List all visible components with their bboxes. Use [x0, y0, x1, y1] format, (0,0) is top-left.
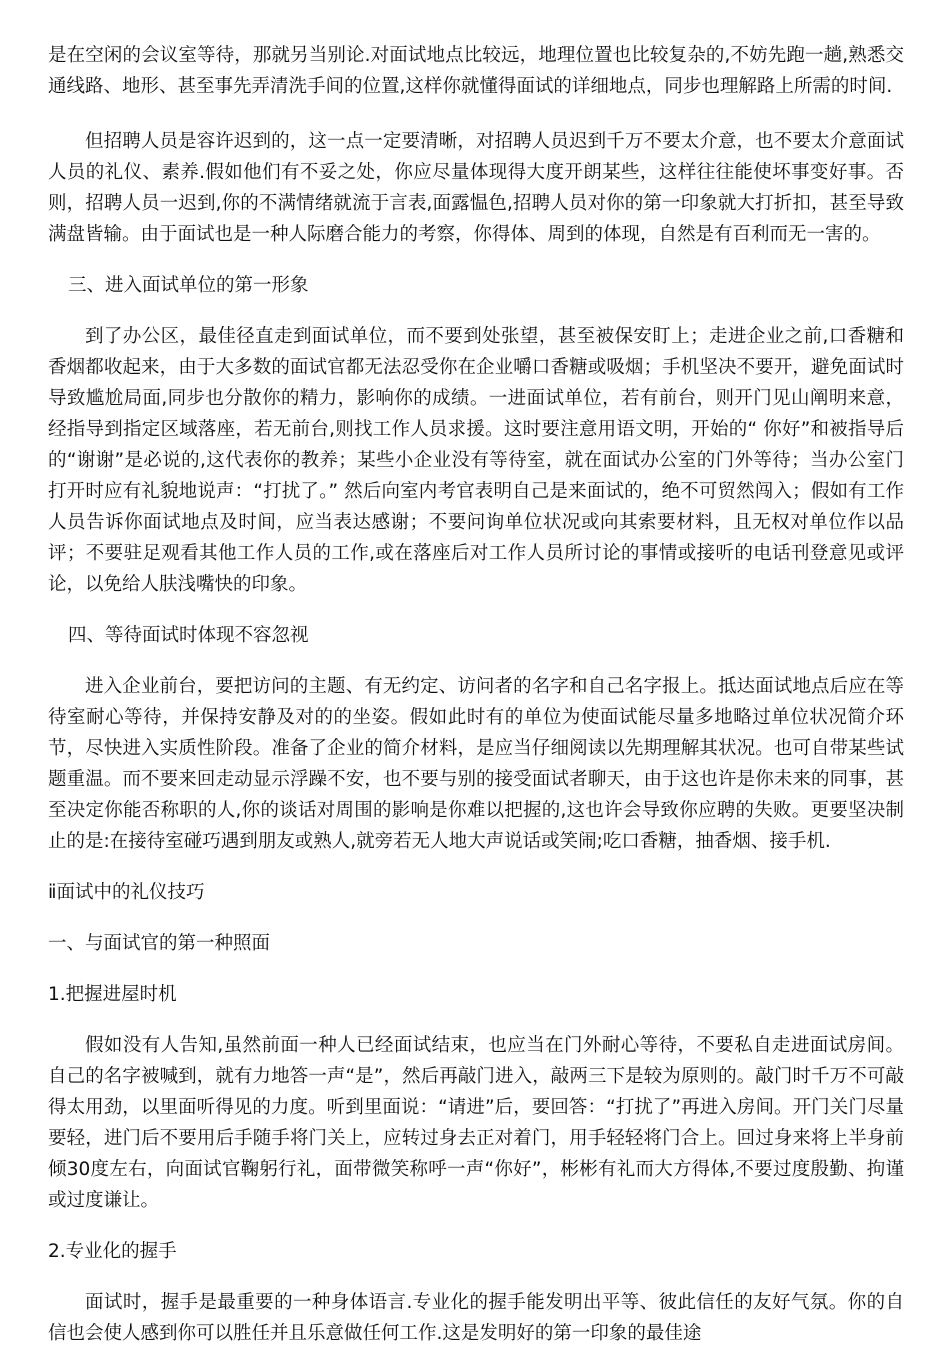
heading-handshake: 2.专业化的握手 [48, 1241, 177, 1262]
paragraph-handshake: 面试时，握手是最重要的一种身体语言.专业化的握手能发明出平等、彼此信任的友好气氛。你的自信也会使人感到你可以胜任并且乐意做任何工作.这是发明好的第一印象的最佳途 [48, 1292, 904, 1344]
heading-first-impression: 三、进入面试单位的第一形象 [68, 275, 309, 296]
heading-waiting-behavior: 四、等待面试时体现不容忽视 [68, 625, 309, 646]
heading-interview-etiquette: ⅱ面试中的礼仪技巧 [48, 882, 205, 903]
paragraph-waiting-room: 进入企业前台，要把访问的主题、有无约定、访问者的名字和自己名字报上。抵达面试地点后应在等待室耐心等待，并保持安静及对的的坐姿。假如此时有的单位为使面试能尽量多地略过单位状况简介环节，尽快进入实质性阶段。准备了企业的简介材料，是应当仔细阅读以先期理解其状况。也可自带某些试题重温。而不要来回走动显示浮躁不安，也不要与别的接受面试者聊天，由于这也许是你未来的同事，甚至决定你能否称职的人,你的谈话对周围的影响是你难以把握的,这也许会导致你应聘的失败。更要坚决制止的是:在接待室碰巧遇到朋友或熟人,就旁若无人地大声说话或笑闹;吃口香糖，抽香烟、接手机. [48, 676, 904, 852]
heading-entry-timing: 1.把握进屋时机 [48, 984, 177, 1005]
paragraph-entering-room: 假如没有人告知,虽然前面一种人已经面试结束，也应当在门外耐心等待，不要私自走进面试房间。自己的名字被喊到，就有力地答一声“是”，然后再敲门进入，敲两三下是较为原则的。敲门时千万不可敲得太用劲，以里面听得见的力度。听到里面说：“请进”后，要回答：“打扰了”再进入房间。开门关门尽量要轻，进门后不要用后手随手将门关上，应转过身去正对着门，用手轻轻将门合上。回过身来将上半身前倾30度左右，向面试官鞠躬行礼，面带微笑称呼一声“你好”，彬彬有礼而大方得体,不要过度殷勤、拘谨或过度谦让。 [48, 1035, 904, 1211]
paragraph-recruiter-lateness: 但招聘人员是容许迟到的，这一点一定要清晰，对招聘人员迟到千万不要太介意，也不要太介意面试人员的礼仪、素养.假如他们有不妥之处，你应尽量体现得大度开朗某些，这样往往能使坏事变好事。否则，招聘人员一迟到,你的不满情绪就流于言表,面露愠色,招聘人员对你的第一印象就大打折扣，甚至导致满盘皆输。由于面试也是一种人际磨合能力的考察，你得体、周到的体现，自然是有百利而无一害的。 [48, 131, 904, 245]
paragraph-arrival-preparation: 是在空闲的会议室等待，那就另当别论.对面试地点比较远，地理位置也比较复杂的,不妨先跑一趟,熟悉交通线路、地形、甚至事先弄清洗手间的位置,这样你就懂得面试的详细地点，同步也理解路上所需的时间. [48, 45, 904, 97]
document-page [48, 40, 904, 1349]
paragraph-office-entry: 到了办公区，最佳径直走到面试单位，而不要到处张望，甚至被保安盯上；走进企业之前,口香糖和香烟都收起来，由于大多数的面试官都无法忍受你在企业嚼口香糖或吸烟；手机坚决不要开，避免面试时导致尴尬局面,同步也分散你的精力，影响你的成绩。一进面试单位，若有前台，则开门见山阐明来意，经指导到指定区域落座，若无前台,则找工作人员求援。这时要注意用语文明，开始的“ 你好”和被指导后的“谢谢”是必说的,这代表你的教养；某些小企业没有等待室，就在面试办公室的门外等待；当办公室门打开时应有礼貌地说声：“打扰了。” 然后向室内考官表明自己是来面试的，绝不可贸然闯入；假如有工作人员告诉你面试地点及时间，应当表达感谢；不要问询单位状况或向其索要材料，且无权对单位作以品评；不要驻足观看其他工作人员的工作,或在落座后对工作人员所讨论的事情或接听的电话刊登意见或评论，以免给人肤浅嘴快的印象。 [48, 326, 904, 595]
heading-first-meeting: 一、与面试官的第一种照面 [48, 933, 271, 954]
